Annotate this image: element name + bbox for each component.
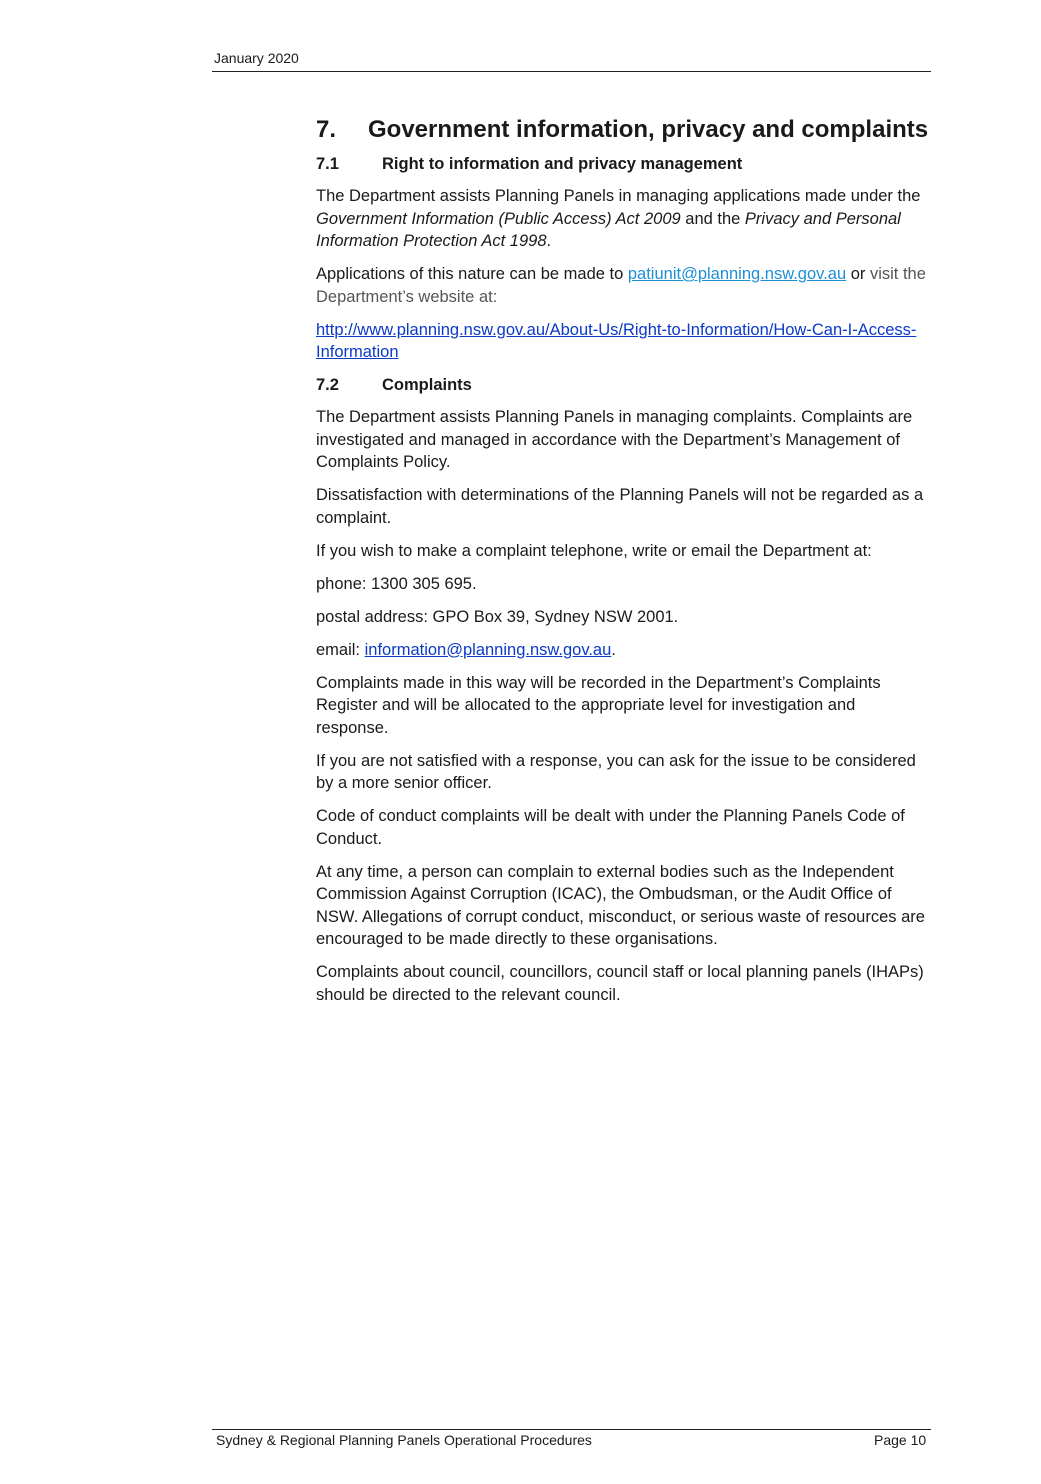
act-title: Privacy and Personal Information Protection Act 1998 <box>316 209 901 250</box>
paragraph <box>316 263 931 308</box>
text: or <box>846 265 870 283</box>
subsection-number: 7.1 <box>316 155 339 173</box>
paragraph: Complaints made in this way will be recorded in the Department’s Complaints Register and will be allocated to the appropriate level for investigation and response. <box>316 673 881 737</box>
paragraph: At any time, a person can complain to external bodies such as the Independent Commission Against Corruption (ICAC), the Ombudsman, or the Audit Office of NSW. Allegations of corrupt conduct, misconduct, or serious waste of resources are encouraged to be made directly to these organisations. <box>316 862 925 948</box>
paragraph: If you wish to make a complaint telephone, write or email the Department at: <box>316 541 872 560</box>
section-title: Government information, privacy and complaints <box>368 116 929 143</box>
subsection-title: Complaints <box>382 376 472 394</box>
text: . <box>546 232 552 250</box>
paragraph <box>316 319 931 364</box>
paragraph: Code of conduct complaints will be dealt with under the Planning Panels Code of Conduct. <box>316 807 905 848</box>
email-line <box>316 639 931 662</box>
subsection-heading-7-1 <box>316 153 931 175</box>
phone-line: phone: 1300 305 695. <box>316 574 477 593</box>
section-heading <box>316 112 931 147</box>
pati-email-link[interactable]: patiunit@planning.nsw.gov.au <box>627 265 847 283</box>
subsection-heading-7-2 <box>316 374 931 396</box>
page-number: Page 10 <box>874 1432 927 1448</box>
subsection-number: 7.2 <box>316 376 339 394</box>
rti-website-link[interactable]: http://www.planning.nsw.gov.au/About-Us/Right-to-Information/How-Can-I-Access-Information <box>316 320 917 361</box>
text: . <box>611 640 616 659</box>
paragraph: Complaints about council, councillors, council staff or local planning panels (IHAPs) should be directed to the relevant council. <box>316 963 924 1004</box>
paragraph: Dissatisfaction with determinations of the Planning Panels will not be regarded as a complaint. <box>316 486 924 527</box>
complaints-email-link[interactable]: information@planning.nsw.gov.au <box>364 640 612 659</box>
paragraph: If you are not satisfied with a response, you can ask for the issue to be considered by a more senior officer. <box>316 751 916 792</box>
text: and the <box>680 209 745 228</box>
text: email: <box>316 640 365 659</box>
postal-line: postal address: GPO Box 39, Sydney NSW 2001. <box>316 607 679 626</box>
text: The Department assists Planning Panels in managing applications made under the <box>316 187 921 205</box>
header-date: January 2020 <box>214 50 299 66</box>
header-rule <box>212 71 931 72</box>
subsection-title: Right to information and privacy management <box>382 155 743 173</box>
text: Applications of this nature can be made to <box>316 265 628 283</box>
act-title: Government Information (Public Access) Act 2009 <box>316 209 681 228</box>
section-number: 7. <box>316 116 337 143</box>
paragraph <box>316 185 931 253</box>
footer-title: Sydney & Regional Planning Panels Operational Procedures <box>216 1432 592 1448</box>
footer-rule <box>212 1429 931 1430</box>
paragraph: The Department assists Planning Panels in managing complaints. Complaints are investigated and managed in accordance with the Department’s Management of Complaints Policy. <box>316 408 913 471</box>
text: visit the Department’s website at: <box>316 265 926 306</box>
page-content <box>316 112 931 1017</box>
